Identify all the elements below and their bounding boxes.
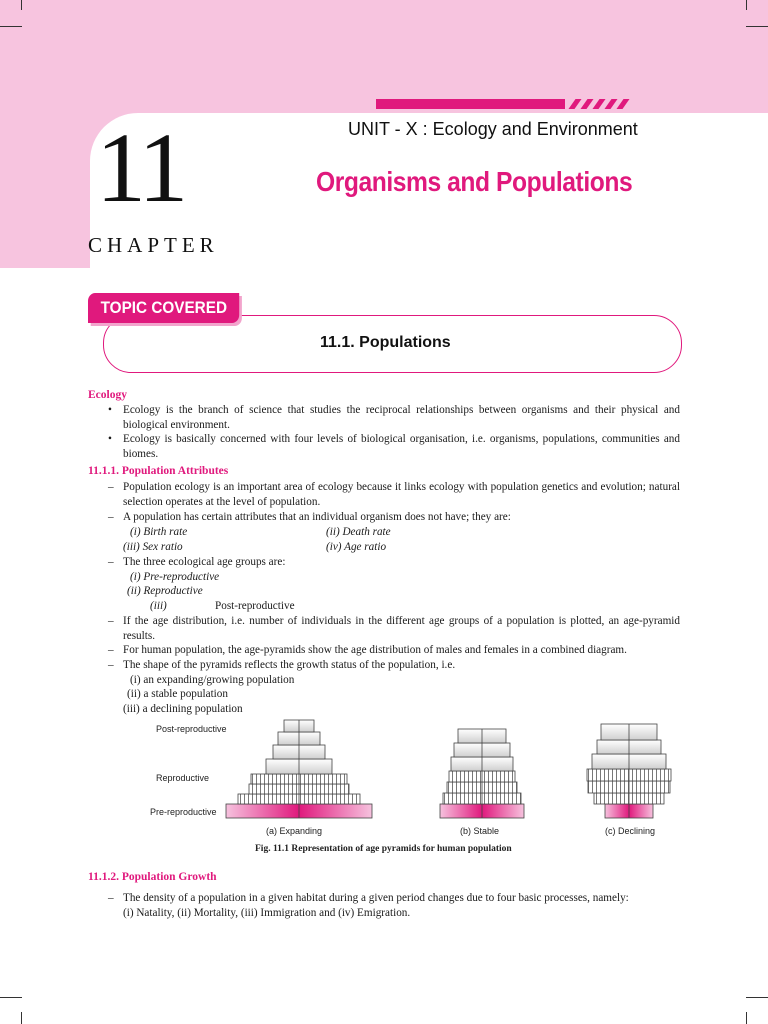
pyramid-caption-stable: (b) Stable [460, 826, 500, 836]
pyramid-caption-declining: (c) Declining [605, 826, 656, 836]
chapter-title: Organisms and Populations [316, 166, 633, 197]
attribute-item: (i) Birth rate [130, 526, 188, 538]
dash-marker: – [108, 644, 114, 656]
pyramid-caption-expanding: (a) Expanding [266, 826, 323, 836]
attribute-item: (iv) Age ratio [326, 541, 387, 553]
attributes-paragraph: Population ecology is an important area of ecology because it links ecology with population genetics and evolution; natural selection operates at the level of population. [123, 481, 680, 508]
attributes-paragraph: The three ecological age groups are: [123, 556, 286, 568]
figure-label-reproductive: Reproductive [156, 773, 210, 783]
unit-title: UNIT - X : Ecology and Environment [348, 119, 638, 139]
topics-badge: TOPIC COVERED [88, 293, 240, 323]
dash-marker: – [108, 615, 114, 627]
bullet-marker: • [108, 404, 112, 416]
growth-status-item: (i) an expanding/growing population [130, 674, 295, 686]
section-heading-growth: 11.1.2. Population Growth [88, 871, 217, 883]
attribute-item: (ii) Death rate [326, 526, 391, 538]
chapter-label: CHAPTER [88, 233, 219, 257]
bullet-marker: • [108, 433, 112, 445]
age-group-item: (ii) Reproductive [127, 585, 203, 597]
dash-marker: – [108, 556, 114, 568]
dash-marker: – [108, 511, 114, 523]
growth-processes: (i) Natality, (ii) Mortality, (iii) Immigration and (iv) Emigration. [123, 907, 411, 919]
section-heading-attributes: 11.1.1. Population Attributes [88, 465, 229, 477]
age-group-item: (i) Pre-reproductive [130, 571, 220, 583]
attributes-paragraph: The shape of the pyramids reflects the growth status of the population, i.e. [123, 659, 456, 671]
dash-marker: – [108, 892, 114, 904]
age-group-item: (iii) [150, 600, 167, 612]
age-group-item: Post-reproductive [215, 600, 295, 612]
attributes-paragraph: For human population, the age-pyramids show the age distribution of males and females in a combined diagram. [123, 644, 627, 656]
figure-label-post: Post-reproductive [156, 724, 227, 734]
attributes-paragraph: A population has certain attributes that an individual organism does not have; they are: [123, 511, 511, 523]
chapter-number: 11 [96, 112, 185, 223]
dash-marker: – [108, 481, 114, 493]
topic-item: 11.1. Populations [320, 334, 451, 351]
growth-paragraph: The density of a population in a given habitat during a given period changes due to four basic processes, namely: [123, 892, 629, 904]
ecology-bullet: Ecology is basically concerned with four levels of biological organisation, i.e. organisms, populations, communities and biomes. [123, 433, 680, 460]
attribute-item: (iii) Sex ratio [123, 541, 183, 553]
growth-status-item: (iii) a declining population [123, 703, 243, 715]
figure-caption: Fig. 11.1 Representation of age pyramids for human population [255, 844, 512, 854]
dash-marker: – [108, 659, 114, 671]
growth-status-item: (ii) a stable population [127, 688, 228, 700]
figure-label-pre: Pre-reproductive [150, 807, 217, 817]
section-heading-ecology: Ecology [88, 389, 127, 401]
ecology-bullet: Ecology is the branch of science that studies the reciprocal relationships between organisms and their physical and biological environment. [123, 404, 680, 431]
attributes-paragraph: If the age distribution, i.e. number of individuals in the different age groups of a population is plotted, an age-pyramid results. [123, 615, 680, 642]
